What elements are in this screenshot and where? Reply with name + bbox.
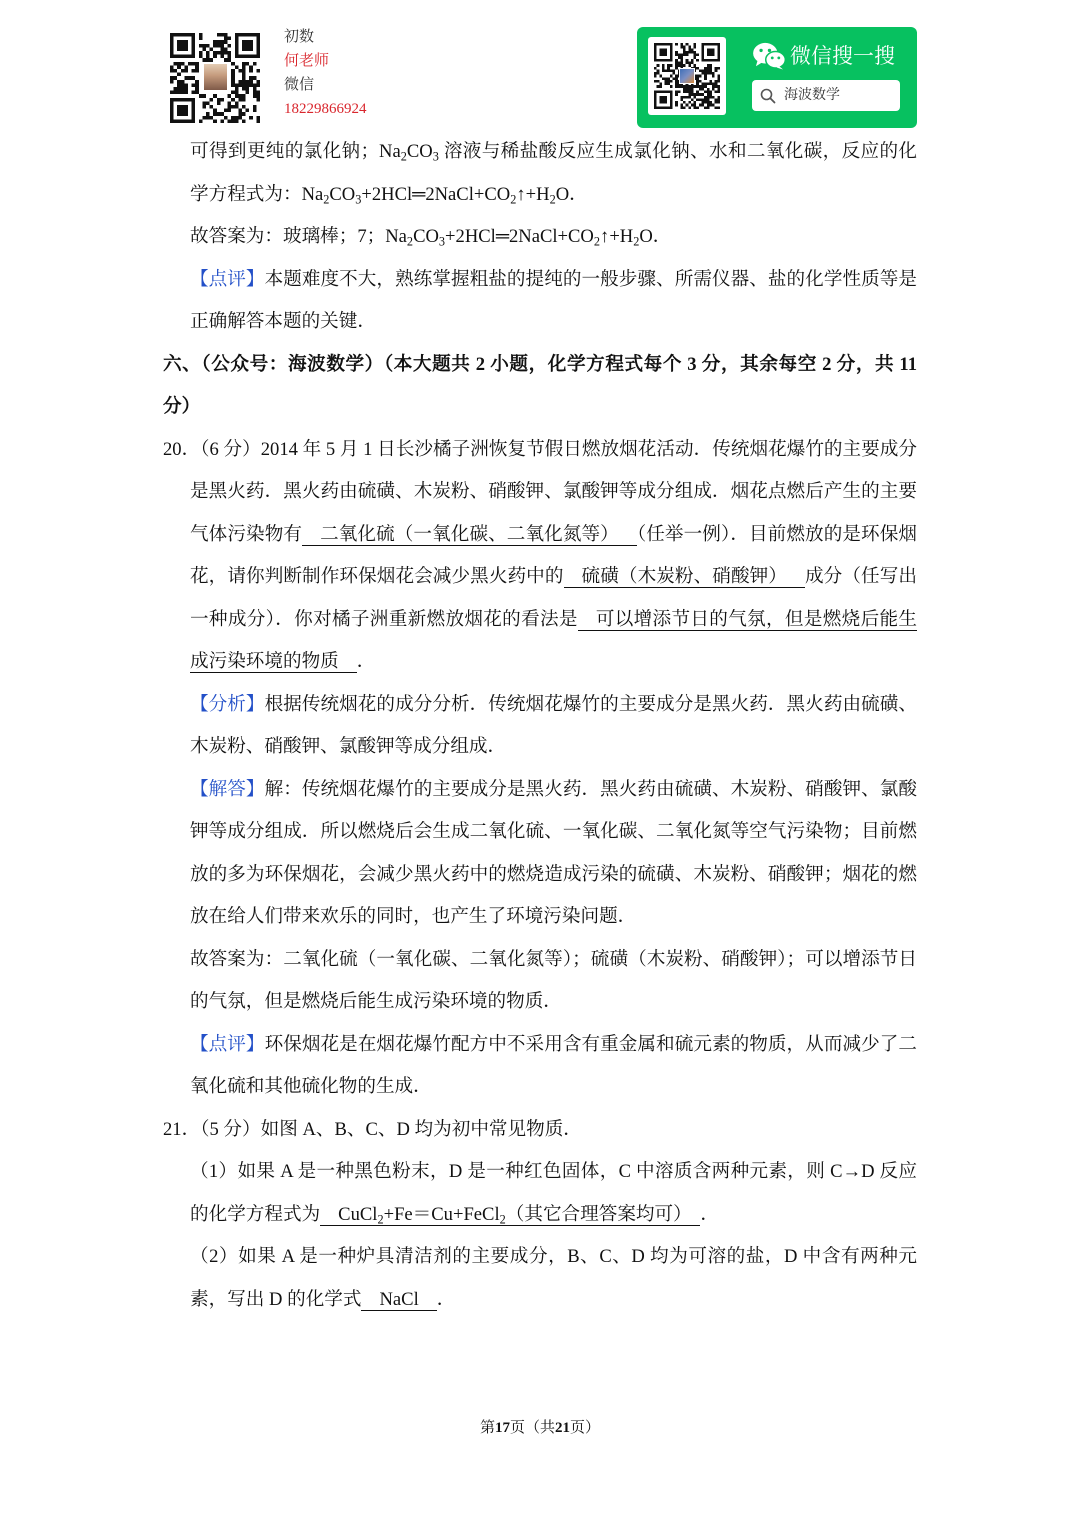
comment-label: 【解答】 [190,778,265,800]
contact-info [284,25,367,121]
comment-label: 【点评】 [190,1033,265,1055]
text: CO [406,141,433,162]
subscript: 2 [549,191,556,206]
answer-blank: 可以增添节日的气氛，但是燃烧后能生成污染环境的物质 [190,608,917,672]
paragraph [163,131,917,216]
text: 可得到更纯的氯化钠；Na [190,141,401,162]
subscript: 3 [355,191,362,206]
text: （任举一例）．目前燃放的是环保烟花，请你判断制作环保烟花会减少黑火药中的 [190,523,917,587]
paragraph [163,259,917,344]
footer-text: 页） [570,1420,601,1436]
paragraph [163,684,917,769]
text: 成分（任写出一种成分）．你对橘子洲重新燃放烟花的看法是 [190,566,917,630]
paragraph [163,939,917,1024]
qr-center-logo [679,68,695,84]
wechat-icon [752,42,786,70]
text: 故答案为：玻璃棒；7；Na [190,226,407,247]
text: CuCl [338,1203,378,1225]
answer-blank: 二氧化硫（一氧化碳、二氧化氮等） [302,524,637,546]
subscript: 2 [510,191,517,206]
text: CO [413,226,439,247]
subscript: 3 [432,149,439,164]
subscript: 2 [400,149,407,164]
paragraph [163,216,917,259]
subscript: 2 [406,234,414,249]
document-body [163,131,917,1321]
answer-blank: 硫磺（木炭粉、硝酸钾） [564,566,805,588]
total-pages: 21 [555,1420,570,1436]
text: 21．（5 分）如图 A、B、C、D 均为初中常见物质． [163,1118,582,1140]
subscript: 2 [593,234,601,249]
answer-blank [320,1204,700,1226]
subscript: 2 [633,234,640,249]
paragraph [163,1024,917,1109]
teacher-name: 何老师 [284,53,330,69]
text: 根据传统烟花的成分分析．传统烟花爆竹的主要成分是黑火药．黑火药由硫磺、木炭粉、硝酸钾、氯酸钾等成分组成． [190,693,917,757]
text: 解：传统烟花爆竹的主要成分是黑火药．黑火药由硫磺、木炭粉、硝酸钾、氯酸钾等成分组成．所以燃烧后会生成二氧化硫、一氧化碳、二氧化氮等空气污染物；目前燃放的多为环保烟花，会减少黑火药中的燃烧造成污染的硫磺、木炭粉、硝酸钾；烟花的燃放在给人们带来欢乐的同时，也产生了环境污染问题． [190,778,917,927]
text: 六、（公众号：海波数学）（本大题共 2 小题，化学方程式每个 3 分，其余每空 2 分，共 11 分） [163,353,917,417]
text: +Fe＝Cu+FeCl [383,1203,500,1225]
wechat-qr-code [648,37,726,115]
text: +2HCl═2NaCl+CO [445,226,594,247]
subscript: 2 [499,1211,506,1226]
text: 故答案为：二氧化硫（一氧化碳、二氧化氮等）；硫磺（木炭粉、硝酸钾）；可以增添节日的气氛，但是燃烧后能生成污染环境的物质． [190,948,917,1012]
subscript: 2 [323,191,330,206]
question-paragraph [163,1109,917,1152]
avatar [203,63,228,91]
text: ． [436,1288,456,1310]
wechat-search-card[interactable] [637,27,917,128]
text: ． [356,651,376,672]
comment-label: 【分析】 [190,693,265,715]
text: （1）如果 A 是一种黑色粉末，D 是一种红色固体，C 中溶质含两种元素，则 C→D 反应的化学方程式为 [190,1161,917,1225]
paragraph [163,769,917,939]
contact-label: 初数 [284,29,315,45]
search-icon [760,88,776,104]
answer-blank: NaCl [361,1289,436,1311]
text: 本题难度不大，熟练掌握粗盐的提纯的一般步骤、所需仪器、盐的化学性质等是正确解答本题的关键． [190,268,917,332]
text: 溶液与稀盐酸反应生成氯化钠、水和二氧化碳，反应的化学方程式为：Na [190,141,917,205]
paragraph [163,1151,917,1236]
wechat-search-box[interactable] [752,80,900,111]
text: +2HCl═2NaCl+CO [361,183,511,205]
text: CO [329,183,356,205]
footer-text: 第 [479,1420,495,1436]
text: ． [700,1203,720,1225]
paragraph [163,1236,917,1321]
text: （其它合理答案均可） [505,1203,683,1225]
text: ↑+H [600,226,634,247]
text: ↑+H [516,183,550,205]
question-paragraph [163,429,917,684]
section-heading [163,344,917,429]
page-footer [0,1417,1080,1439]
text: O． [639,226,672,247]
text: （2）如果 A 是一种炉具清洁剂的主要成分，B、C、D 均为可溶的盐，D 中含有两种元素，写出 D 的化学式 [190,1246,917,1310]
text: 20．（6 分）2014 年 5 月 1 日长沙橘子洲恢复节假日燃放烟花活动．传统烟花爆竹的主要成分是黑火药．黑火药由硫磺、木炭粉、硝酸钾、氯酸钾等成分组成．烟花点燃后产生的主要气体污染物有 [163,438,917,545]
subscript: 3 [438,234,446,249]
text: 环保烟花是在烟花爆竹配方中不采用含有重金属和硫元素的物质，从而减少了二氧化硫和其他硫化物的生成． [190,1033,917,1097]
wechat-search-query: 海波数学 [784,87,840,103]
subscript: 2 [377,1211,384,1226]
phone-number: 18229866924 [284,101,367,117]
comment-label: 【点评】 [190,268,265,290]
wechat-label: 微信 [284,77,315,93]
current-page-number: 17 [494,1420,510,1436]
footer-text: 页（共 [509,1420,555,1436]
text: O． [555,183,588,205]
contact-qr-code [170,33,260,123]
wechat-search-title: 微信搜一搜 [790,44,895,68]
